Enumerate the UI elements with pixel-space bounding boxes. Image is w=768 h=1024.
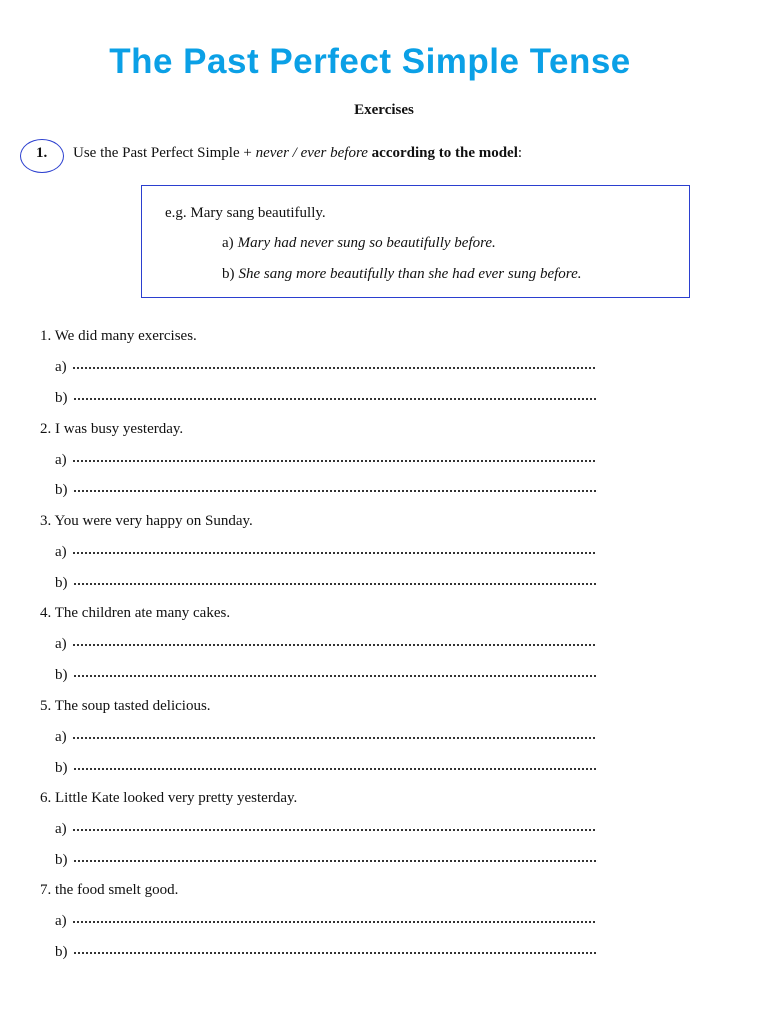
dotted-answer-line: [74, 767, 596, 770]
answer-label-a: a): [55, 729, 67, 745]
instruction-part-1: Use the Past Perfect Simple +: [73, 145, 256, 161]
answer-label-a: a): [55, 452, 67, 468]
dotted-answer-line: [74, 951, 596, 954]
dotted-answer-line: [74, 674, 596, 677]
dotted-answer-line: [73, 828, 595, 831]
answer-label-a: a): [55, 544, 67, 560]
answer-line-a[interactable]: [55, 359, 595, 376]
dotted-answer-line: [74, 489, 596, 492]
answer-label-b: b): [55, 575, 68, 591]
dotted-answer-line: [74, 397, 596, 400]
instruction-part-3: according to the model: [367, 145, 518, 161]
instruction-part-4: :: [517, 145, 523, 161]
model-answer-b-text: She sang more beautifully than she had ever sung before.: [238, 266, 582, 282]
dotted-answer-line: [73, 736, 595, 739]
answer-line-b[interactable]: [55, 482, 596, 499]
page-subtitle: Exercises: [354, 102, 414, 118]
exercise-question: 7. the food smelt good.: [40, 882, 179, 898]
answer-line-a[interactable]: [55, 544, 595, 561]
dotted-answer-line: [74, 859, 596, 862]
exercise-question: 5. The soup tasted delicious.: [40, 698, 211, 714]
model-answer-a: [222, 235, 496, 252]
answer-line-b[interactable]: [55, 667, 596, 684]
exercise-question: 1. We did many exercises.: [40, 328, 197, 344]
answer-label-a: a): [55, 821, 67, 837]
answer-label-b: b): [55, 760, 68, 776]
model-answer-b-label: b): [222, 266, 235, 282]
answer-line-b[interactable]: [55, 390, 596, 407]
model-answer-b: [222, 266, 582, 283]
exercise-question: 2. I was busy yesterday.: [40, 421, 184, 437]
exercise-question: 4. The children ate many cakes.: [40, 605, 231, 621]
model-answer-a-text: Mary had never sung so beautifully before.: [237, 235, 496, 251]
answer-line-a[interactable]: [55, 636, 595, 653]
dotted-answer-line: [73, 920, 595, 923]
answer-line-a[interactable]: [55, 913, 595, 930]
answer-label-b: b): [55, 482, 68, 498]
dotted-answer-line: [74, 582, 596, 585]
dotted-answer-line: [73, 643, 595, 646]
answer-label-b: b): [55, 852, 68, 868]
model-answer-a-label: a): [222, 235, 234, 251]
exercise-instruction: [73, 145, 522, 162]
answer-label-a: a): [55, 636, 67, 652]
answer-label-a: a): [55, 359, 67, 375]
exercise-question: 6. Little Kate looked very pretty yesterday.: [40, 790, 298, 806]
dotted-answer-line: [73, 459, 595, 462]
answer-label-a: a): [55, 913, 67, 929]
answer-line-b[interactable]: [55, 944, 596, 961]
answer-line-b[interactable]: [55, 852, 596, 869]
answer-line-b[interactable]: [55, 575, 596, 592]
answer-label-b: b): [55, 944, 68, 960]
instruction-part-2: never / ever before: [255, 145, 368, 161]
answer-line-a[interactable]: [55, 452, 595, 469]
answer-line-b[interactable]: [55, 760, 596, 777]
answer-label-b: b): [55, 390, 68, 406]
dotted-answer-line: [73, 551, 595, 554]
model-example: e.g. Mary sang beautifully.: [165, 205, 326, 221]
page-title: The Past Perfect Simple Tense: [109, 42, 631, 81]
answer-label-b: b): [55, 667, 68, 683]
exercise-question: 3. You were very happy on Sunday.: [40, 513, 253, 529]
exercise-number: 1.: [36, 145, 48, 161]
dotted-answer-line: [73, 366, 595, 369]
answer-line-a[interactable]: [55, 821, 595, 838]
answer-line-a[interactable]: [55, 729, 595, 746]
